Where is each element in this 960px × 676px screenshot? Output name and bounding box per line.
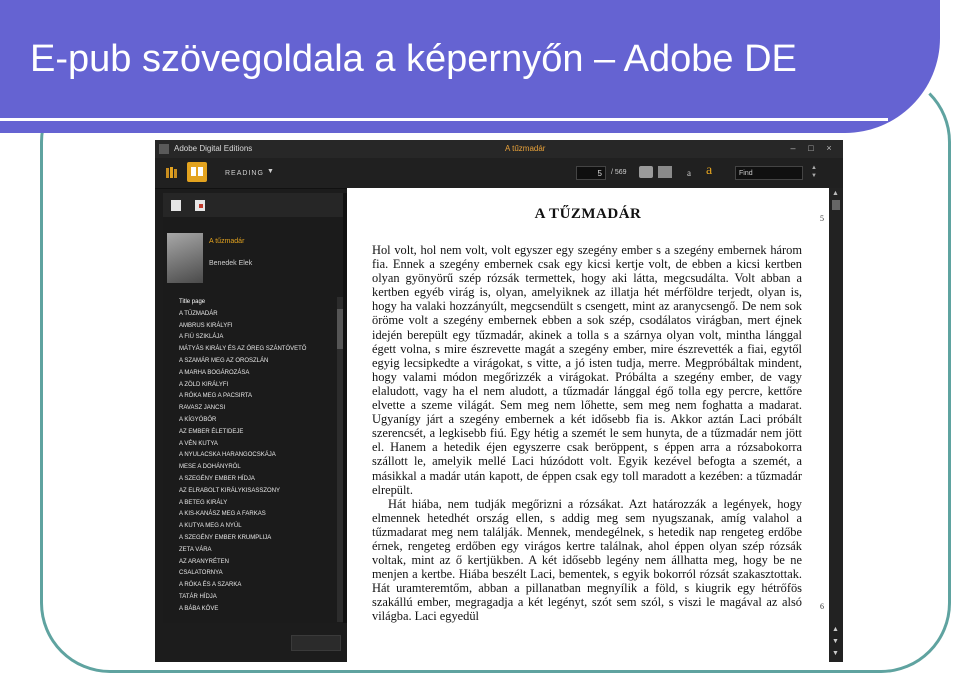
toc-item[interactable]: A ZÖLD KIRÁLYFI	[179, 381, 229, 388]
page-number-input[interactable]: 5	[576, 166, 606, 180]
toc-item[interactable]: RAVASZ JANCSI	[179, 405, 226, 412]
toc-item[interactable]: A NYULACSKA HARANGOCSKÁJA	[179, 452, 276, 459]
close-button[interactable]: ×	[826, 143, 832, 153]
scroll-down-icon[interactable]: ▼	[832, 650, 839, 657]
maximize-button[interactable]: □	[808, 143, 814, 153]
toc-item[interactable]: A BETEG KIRÁLY	[179, 499, 228, 506]
reading-view-icon[interactable]	[187, 162, 207, 182]
toc-item[interactable]: AMBRUS KIRÁLYFI	[179, 322, 233, 329]
paragraph: Hol volt, hol nem volt, volt egyszer egy szegény ember s a szegény embernek három fia. Ennek a szegény embernek csak egy kicsi kertje volt, de ebben a kicsi kertben olyan gyönyörű szép rózsák termettek, hogy aki látta, megcsudálta. Volt abban a kertben egyéb virág is, olyan, amelyiknek az illatja hét mérföldre terjedt, olyan is, hogy ha valaki hozzányúlt, megcsendült s csengett, mint az aranycsengő. De nem sok öröme volt a szegény embernek ebben a sok szép, csodálatos virágban, mert éjnek idején berepült egy tűzmadár, akinek a tolla s a szárnya olyan volt, mintha lánggal égett volna, s mire észrevette magát a szegény ember, mire észrevették a fiai, egytől egyig lecsipkedte a virágokat, s vitte, a jó isten tudja, merre. Megpróbáltak mindent, hogy valami módon megőrizzék a virágokat. Próbálta a szegény ember, de vagy elaludott, vagy ha el nem aludott, a tűzmadár lánggal égő tolla egy percre, kettőre elvette a szeme világát. Sem meg nem lőhette, sem meg nem foghatta a madarat. Ugyanígy járt a szegény embernek a két idősebb fia is. Akkor aztán Laci próbált szerencsét, a legkisebb fiú. Egy hétig a szemét le sem hunyta, de a tűzmadár nem jött el. Hanem a hetedik éjen egyszerre csak beröppent, s éppen arra a rózsabokorra szállott le, amelyik mellé Laci húzódott volt. Egyik kezével befogta a szemét, a másikkal a madár után kapott, de éppen csak egy toll maradott a kezében: a tűzmadár elrepült.	[372, 243, 802, 497]
prev-page-icon[interactable]: ▲	[832, 626, 839, 633]
library-icon[interactable]	[165, 165, 179, 179]
banner-divider	[0, 118, 888, 121]
body-text	[372, 243, 802, 624]
document-title: A tűzmadár	[505, 144, 546, 153]
app-window	[155, 140, 843, 662]
book-author: Benedek Elek	[209, 260, 253, 267]
book-title: A tűzmadár	[209, 238, 245, 245]
table-of-contents	[179, 297, 329, 616]
annotation-tab-icon[interactable]	[195, 200, 205, 211]
toc-item[interactable]: A SZAMÁR MEG AZ OROSZLÁN	[179, 357, 269, 364]
toc-item[interactable]: A KIS-KANÁSZ MEG A FARKAS	[179, 511, 266, 518]
toc-item[interactable]: TATÁR HÍDJA	[179, 593, 217, 600]
toc-item[interactable]: A TŰZMADÁR	[179, 310, 218, 317]
app-name: Adobe Digital Editions	[174, 144, 253, 153]
app-icon	[159, 144, 169, 154]
toc-item[interactable]: A FIÚ SZIKLÁJA	[179, 334, 224, 341]
toc-item[interactable]: A VÉN KUTYA	[179, 440, 218, 447]
page-total: / 569	[611, 169, 627, 176]
book-cover-thumbnail[interactable]	[167, 233, 203, 283]
toc-item[interactable]: Title page	[179, 299, 206, 305]
toc-item[interactable]: ZETA VÁRA	[179, 546, 212, 553]
toc-item[interactable]: CSALATORNYA	[179, 570, 223, 577]
toc-item[interactable]: A SZEGÉNY EMBER HÍDJA	[179, 475, 255, 482]
title-bar	[155, 140, 843, 158]
scroll-up-icon[interactable]: ▲	[832, 190, 839, 197]
toc-item[interactable]: AZ ELRABOLT KIRÁLYKISASSZONY	[179, 487, 281, 494]
toc-item[interactable]: A MARHA BOGÁROZÁSA	[179, 369, 250, 376]
toc-item[interactable]: AZ ARANYRÉTEN	[179, 558, 230, 565]
page-number-bottom: 6	[820, 602, 824, 611]
print-icon[interactable]	[639, 166, 653, 178]
toc-item[interactable]: MESE A DOHÁNYRÓL	[179, 464, 241, 471]
toc-item[interactable]: MÁTYÁS KIRÁLY ÉS AZ ÖREG SZÁNTÓVETŐ	[179, 346, 307, 353]
toc-item[interactable]: A RÓKA MEG A PACSIRTA	[179, 393, 253, 400]
find-arrows-icon[interactable]: ▲ ▼	[811, 165, 817, 179]
sidebar-tabs	[163, 193, 343, 217]
reading-page	[347, 188, 829, 662]
toolbar	[155, 158, 843, 189]
find-input[interactable]: Find	[735, 166, 803, 180]
chevron-down-icon[interactable]: ▼	[267, 168, 274, 175]
minimize-button[interactable]: –	[790, 143, 796, 153]
toc-item[interactable]: A SZEGÉNY EMBER KRUMPLIJA	[179, 534, 272, 541]
increase-font-button[interactable]: a	[706, 163, 713, 178]
sidebar	[163, 193, 343, 623]
page-scroll-thumb[interactable]	[832, 200, 840, 210]
page-number-top: 5	[820, 214, 824, 223]
toc-item[interactable]: A RÓKA ÉS A SZARKA	[179, 582, 242, 589]
toc-item[interactable]: A KÍGYÓBŐR	[179, 416, 217, 423]
slide-title: E-pub szövegoldala a képernyőn – Adobe DE	[30, 38, 797, 80]
sidebar-options-button[interactable]	[291, 635, 341, 651]
paragraph: Hát hiába, nem tudják megőrizni a rózsákat. Azt határozzák a legények, hogy elmennek hetedhét ország ellen, s addig meg sem nyugszanak, amíg valahol a tűzmadarat meg nem találják. Mennek, mendegélnek, s hetedik nap rengeteg erdőbe érnek, rengeteg erdőben egy virágos kertre találnak, ahol éppen olyan szép rózsák voltak, mint az ő kertjükben. A két idősebb legény nem állhatta meg, hogy be ne menjen a kertbe. Hiába beszélt Laci, bementek, s egyik bokorról rózsát szakasztottak. Hát uramteremtőm, abban a pillanatban megnyílik a föld, s kiugrik egy hétrőfös szakállú ember, megragadja a két legényt, szót sem szól, s viszi le magával az alsó világba. Laci egyedül	[372, 496, 802, 624]
view-mode-label[interactable]: READING	[225, 170, 264, 177]
next-page-icon[interactable]: ▼	[832, 638, 839, 645]
fit-page-icon[interactable]	[658, 166, 672, 178]
page-scrollbar[interactable]	[829, 188, 843, 662]
toc-item[interactable]: AZ EMBER ÉLETIDEJE	[179, 428, 244, 435]
toc-item[interactable]: A KUTYA MEG A NYÚL	[179, 523, 242, 530]
decrease-font-button[interactable]: a	[687, 168, 691, 178]
bookmark-tab-icon[interactable]	[171, 200, 181, 211]
toc-item[interactable]: A BÁBA KÖVE	[179, 605, 219, 612]
chapter-title: A TŰZMADÁR	[534, 206, 642, 222]
